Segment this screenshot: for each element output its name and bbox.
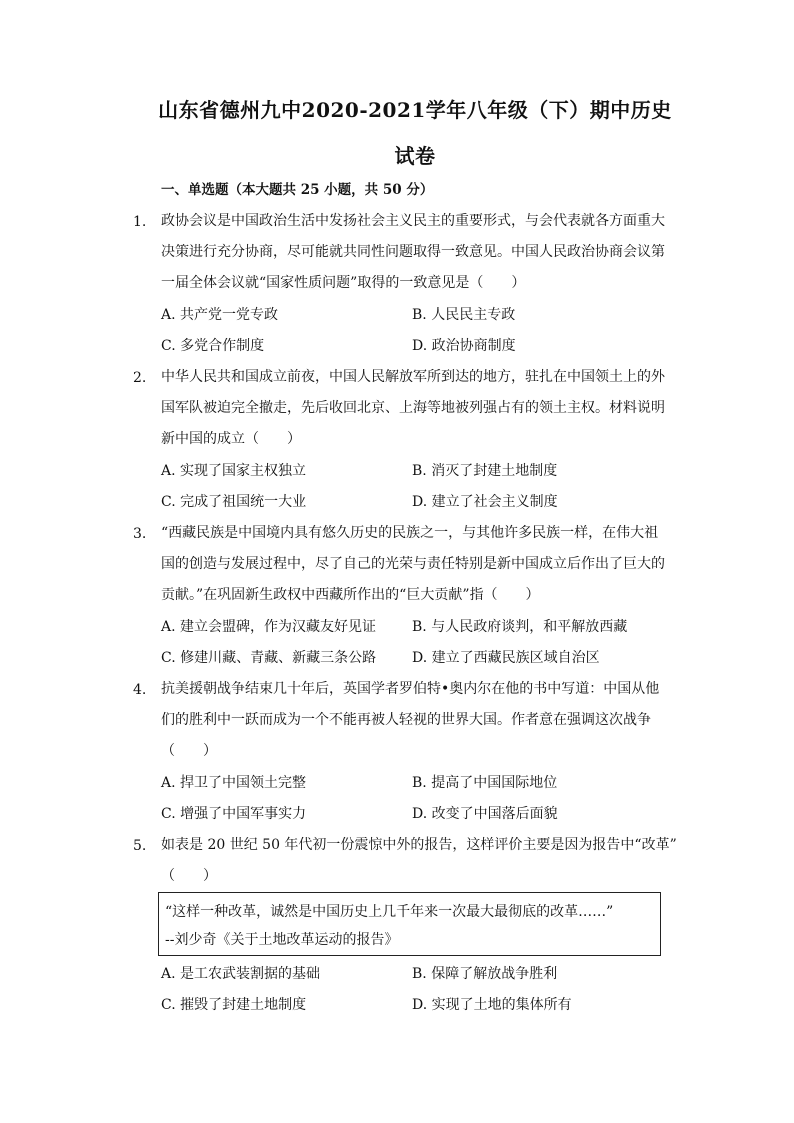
question-stem-line: 一届全体会议就“国家性质问题”取得的一致意见是（ ） [161,275,526,291]
quote-source: --刘少奇《关于土地改革运动的报告》 [165,932,399,948]
question-stem-line: （ ） [161,743,217,759]
question-number: 3. [133,526,147,542]
option-a: A. 是工农武装割据的基础 [161,966,321,982]
section-heading: 一、单选题（本大题共 25 小题，共 50 分） [161,182,434,198]
page-title-line-2: 试卷 [394,144,436,168]
option-d: D. 建立了社会主义制度 [412,494,558,510]
option-d: D. 政治协商制度 [412,338,516,354]
question-stem-line: 决策进行充分协商，尽可能就共同性问题取得一致意见。中国人民政治协商会议第 [161,244,665,260]
quote-text: “这样一种改革，诚然是中国历史上几千年来一次最大最彻底的改革……” [165,904,614,920]
question-stem-line: 们的胜利中一跃而成为一个不能再被人轻视的世界大国。作者意在强调这次战争 [161,712,651,728]
option-b: B. 保障了解放战争胜利 [412,966,558,982]
question-stem-line: 国的创造与发展过程中，尽了自己的光荣与责任特别是新中国成立后作出了巨大的 [161,556,665,572]
question-stem-line: “西藏民族是中国境内具有悠久历史的民族之一，与其他许多民族一样，在伟大祖 [161,525,659,541]
option-b: B. 人民民主专政 [412,307,516,323]
page-title-line-1: 山东省德州九中2020-2021学年八年级（下）期中历史 [158,98,672,122]
question-number: 4. [133,682,147,698]
question-stem-line: 如表是 20 世纪 50 年代初一份震惊中外的报告，这样评价主要是因为报告中“改革” [161,837,677,853]
question-stem-line: （ ） [161,868,217,884]
option-c: C. 增强了中国军事实力 [161,806,307,822]
option-d: D. 改变了中国落后面貌 [412,806,558,822]
question-stem-line: 政协会议是中国政治生活中发扬社会主义民主的重要形式，与会代表就各方面重大 [161,213,665,229]
option-d: D. 实现了土地的集体所有 [412,997,572,1013]
quote-table [158,892,661,956]
option-b: B. 提高了中国国际地位 [412,775,558,791]
question-stem-line: 新中国的成立（ ） [161,431,301,447]
question-number: 5. [133,838,147,854]
option-c: C. 摧毁了封建土地制度 [161,997,307,1013]
option-b: B. 与人民政府谈判，和平解放西藏 [412,619,628,635]
question-number: 2. [133,370,147,386]
option-c: C. 多党合作制度 [161,338,265,354]
option-a: A. 实现了国家主权独立 [161,463,307,479]
option-a: A. 建立会盟碑，作为汉藏友好见证 [161,619,377,635]
question-number: 1. [133,214,147,230]
question-stem-line: 抗美援朝战争结束几十年后，英国学者罗伯特•奥内尔在他的书中写道：中国从他 [161,681,660,697]
question-stem-line: 国军队被迫完全撤走，先后收回北京、上海等地被列强占有的领土主权。材料说明 [161,400,665,416]
question-stem-line: 贡献。”在巩固新生政权中西藏所作出的“巨大贡献”指（ ） [161,587,540,603]
option-c: C. 修建川藏、青藏、新藏三条公路 [161,650,377,666]
option-a: A. 共产党一党专政 [161,307,279,323]
option-a: A. 捍卫了中国领土完整 [161,775,307,791]
option-b: B. 消灭了封建土地制度 [412,463,558,479]
question-stem-line: 中华人民共和国成立前夜，中国人民解放军所到达的地方，驻扎在中国领土上的外 [161,369,665,385]
option-d: D. 建立了西藏民族区域自治区 [412,650,600,666]
option-c: C. 完成了祖国统一大业 [161,494,307,510]
